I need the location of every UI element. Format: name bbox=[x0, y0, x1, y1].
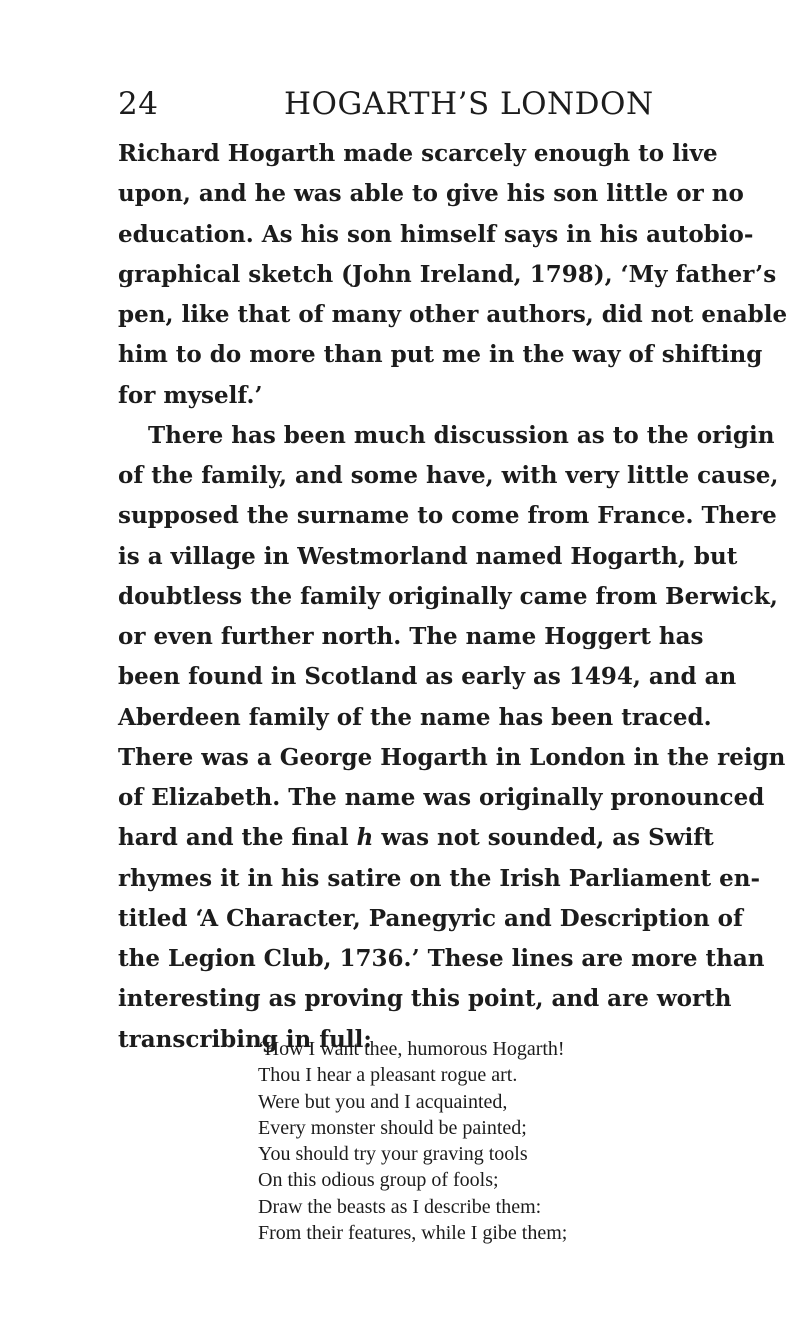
verse-line: Were but you and I acquainted, bbox=[258, 1090, 508, 1113]
text-line: Richard Hogarth made scarcely enough to live bbox=[118, 140, 718, 167]
text-line: graphical sketch (John Ireland, 1798), ‘My father’s bbox=[118, 260, 777, 288]
text-line: of the family, and some have, with very little cause, bbox=[118, 462, 779, 489]
verse-line: ‘How I want thee, humorous Hogarth! bbox=[258, 1038, 565, 1060]
text-line: rhymes it in his satire on the Irish Parliament en- bbox=[118, 864, 761, 892]
text-line: upon, and he was able to give his son little or no bbox=[118, 180, 744, 208]
text-line: the Legion Club, 1736.’ These lines are more than bbox=[118, 945, 765, 972]
page-number: 24 bbox=[118, 86, 159, 122]
text-line: doubtless the family originally came from Berwick, bbox=[118, 582, 778, 610]
text-line: been found in Scotland as early as 1494, and an bbox=[118, 663, 737, 691]
text-line: titled ‘A Character, Panegyric and Description of bbox=[118, 904, 743, 932]
verse-line: From their features, while I gibe them; bbox=[258, 1222, 568, 1245]
text-line: hard and the final h was not sounded, as Swift bbox=[118, 824, 714, 852]
verse-quotation bbox=[258, 1036, 678, 1246]
verse-line: Every monster should be painted; bbox=[258, 1116, 527, 1139]
text-line: pen, like that of many other authors, did not enable bbox=[118, 301, 788, 328]
text-line: is a village in Westmorland named Hogarth, but bbox=[118, 542, 738, 570]
running-head bbox=[118, 86, 690, 126]
body-text bbox=[118, 134, 788, 1060]
text-line: supposed the surname to come from France. There bbox=[118, 502, 777, 530]
verse-line: Thou I hear a pleasant rogue art. bbox=[258, 1064, 518, 1087]
text-line: There was a George Hogarth in London in the reign bbox=[118, 743, 786, 771]
text-line: for myself.’ bbox=[118, 381, 263, 409]
text-line: Aberdeen family of the name has been traced. bbox=[118, 703, 712, 731]
text-line: education. As his son himself says in his autobio- bbox=[118, 220, 754, 248]
verse-line: You should try your graving tools bbox=[258, 1143, 528, 1166]
italic-letter: h bbox=[356, 824, 374, 852]
text-line: him to do more than put me in the way of shifting bbox=[118, 341, 763, 369]
text-line: or even further north. The name Hoggert has bbox=[118, 623, 704, 650]
verse-line: On this odious group of fools; bbox=[258, 1169, 499, 1192]
text-line: There has been much discussion as to the origin bbox=[148, 421, 775, 449]
verse-line: Draw the beasts as I describe them: bbox=[258, 1195, 542, 1218]
text-line: transcribing in full: bbox=[118, 1025, 372, 1053]
text-line: of Elizabeth. The name was originally pronounced bbox=[118, 784, 765, 811]
running-title: HOGARTH’S LONDON bbox=[284, 86, 654, 122]
text-line: interesting as proving this point, and are worth bbox=[118, 985, 732, 1013]
